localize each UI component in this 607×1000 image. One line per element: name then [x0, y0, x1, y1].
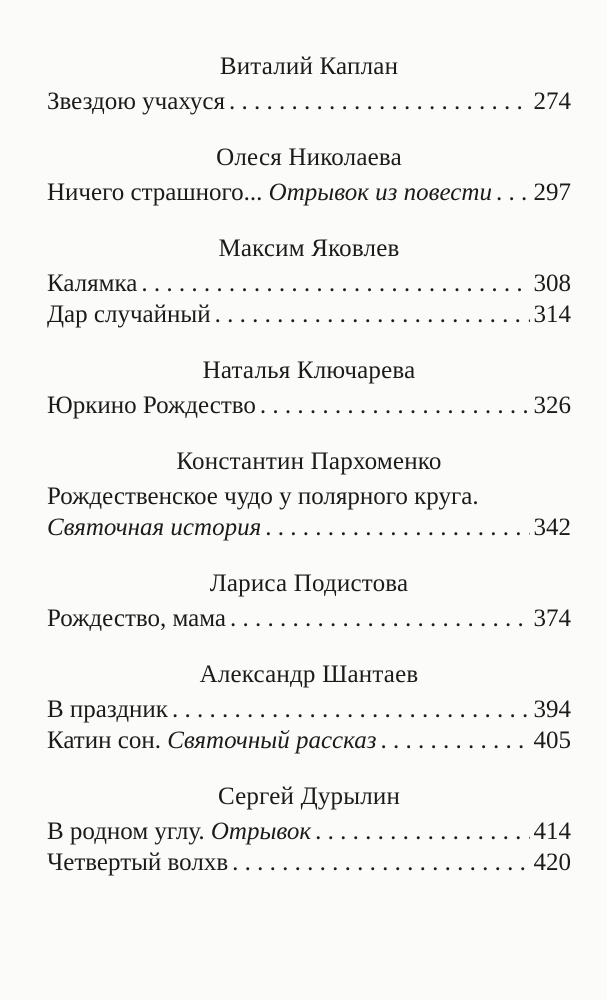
toc-section	[47, 51, 571, 117]
author-name: Лариса Подистова	[209, 570, 409, 597]
dot-leader	[380, 725, 529, 756]
toc-entry	[47, 268, 571, 299]
dot-leader	[260, 390, 530, 421]
entry-title: Святочная история	[47, 514, 262, 541]
dot-leader	[215, 299, 530, 330]
toc-entry	[47, 390, 571, 421]
toc-section	[47, 568, 571, 634]
entry-title: Рождество, мама	[47, 605, 227, 632]
toc-entry	[47, 177, 571, 208]
entry-title: В праздник	[47, 696, 168, 723]
toc-section	[47, 659, 571, 756]
dot-leader	[232, 847, 529, 878]
page-number: 308	[533, 270, 571, 297]
entry-title: Звездою учахуся	[47, 88, 225, 115]
toc-section	[47, 446, 571, 543]
toc-section	[47, 142, 571, 208]
entry-title: Ничего страшного... Отрывок из повести	[47, 179, 492, 206]
toc-entry	[47, 694, 571, 725]
page-number: 342	[533, 514, 571, 541]
toc-entry	[47, 299, 571, 330]
dot-leader	[496, 177, 530, 208]
toc-section	[47, 233, 571, 330]
author-name: Александр Шантаев	[199, 661, 419, 688]
page-number: 414	[533, 818, 571, 845]
page-number: 374	[533, 605, 571, 632]
dot-leader	[230, 603, 529, 634]
toc-entry	[47, 725, 571, 756]
toc-entry	[47, 86, 571, 117]
entry-title: Катин сон. Святочный рассказ	[47, 727, 377, 754]
page-number: 420	[533, 849, 571, 876]
author-name: Наталья Ключарева	[202, 357, 416, 384]
page-number: 405	[533, 727, 571, 754]
page-number: 394	[533, 696, 571, 723]
dot-leader	[141, 268, 529, 299]
toc-entry	[47, 603, 571, 634]
author-name: Олеся Николаева	[216, 144, 402, 171]
author-name: Максим Яковлев	[218, 235, 400, 262]
page-number: 314	[533, 301, 571, 328]
entry-title: Калямка	[47, 270, 138, 297]
dot-leader	[172, 694, 530, 725]
toc-entry	[47, 512, 571, 543]
toc-section	[47, 355, 571, 421]
page-number: 326	[533, 392, 571, 419]
entry-title: Дар случайный	[47, 301, 211, 328]
table-of-contents	[47, 51, 571, 903]
entry-title: В родном углу. Отрывок	[47, 818, 312, 845]
entry-title-line: Рождественское чудо у полярного круга.	[47, 483, 479, 510]
author-name: Константин Пархоменко	[176, 448, 442, 475]
author-name: Сергей Дурылин	[217, 783, 401, 810]
toc-section	[47, 781, 571, 878]
author-name: Виталий Каплан	[219, 53, 399, 80]
toc-entry	[47, 816, 571, 847]
dot-leader	[229, 86, 530, 117]
entry-title: Четвертый волхв	[47, 849, 229, 876]
dot-leader	[315, 816, 529, 847]
entry-title: Юркино Рождество	[47, 392, 256, 419]
toc-entry	[47, 847, 571, 878]
page-number: 297	[533, 179, 571, 206]
page-number: 274	[533, 88, 571, 115]
dot-leader	[265, 512, 529, 543]
